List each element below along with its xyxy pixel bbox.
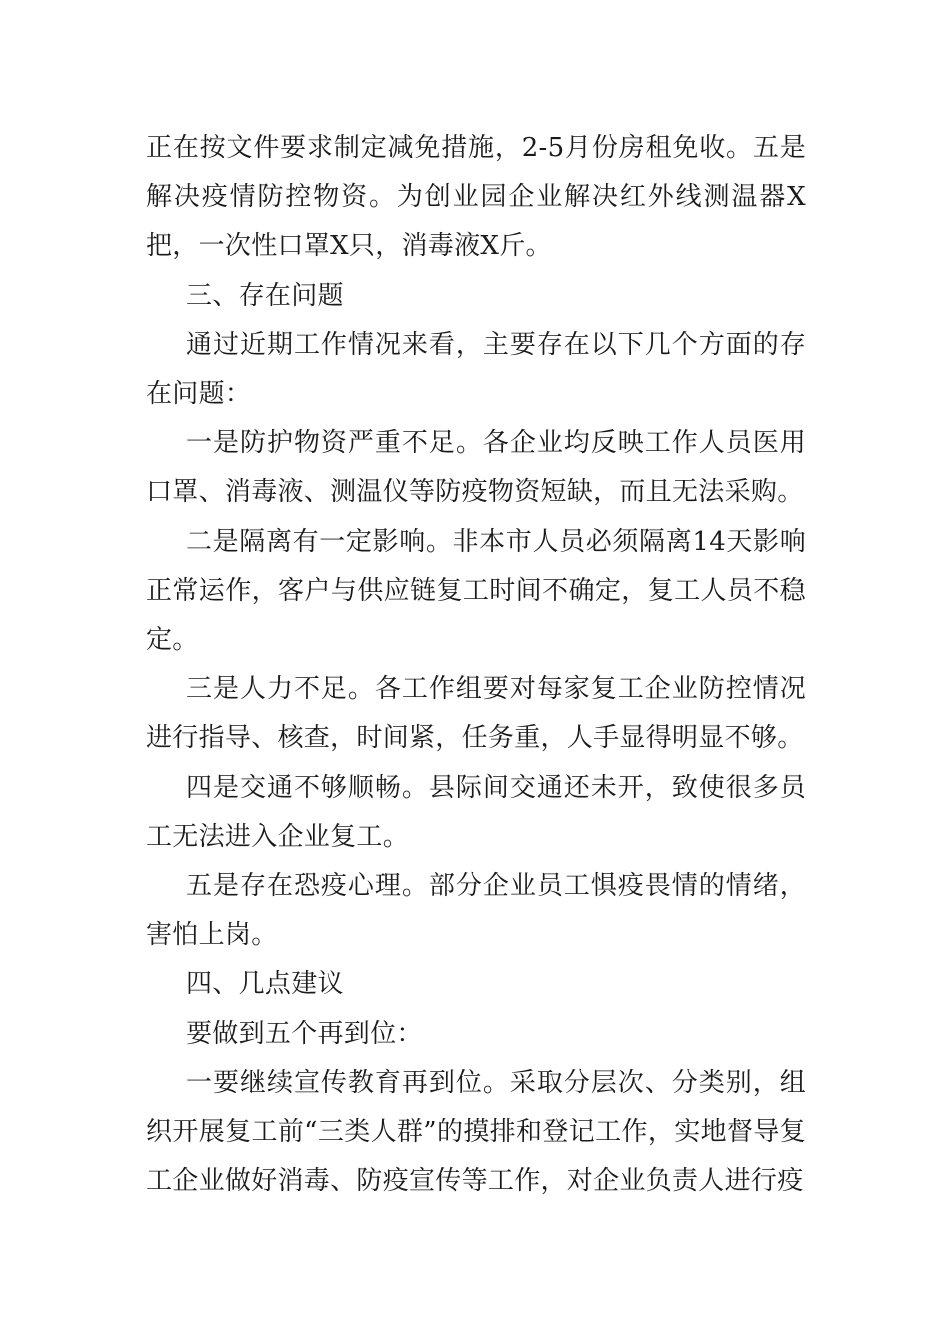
paragraph-problems-intro: 通过近期工作情况来看，主要存在以下几个方面的存在问题：	[146, 329, 806, 410]
paragraph-problem-4: 四是交通不够顺畅。县际间交通还未开，致使很多员工无法进入企业复工。	[146, 772, 806, 852]
paragraph-continuation: 正在按文件要求制定减免措施，2-5月份房租免收。五是解决疫情防控物资。为创业园企业解决红外线测温器X把，一次性口罩X只，消毒液X斤。	[146, 133, 806, 262]
paragraph-problem-5: 五是存在恐疫心理。部分企业员工惧疫畏情的情绪，害怕上岗。	[146, 871, 806, 951]
paragraph-problem-3: 三是人力不足。各工作组要对每家复工企业防控情况进行指导、核查，时间紧，任务重，人手显得明显不够。	[146, 674, 806, 754]
section-heading-problems: 三、存在问题	[186, 280, 344, 311]
document-body	[146, 124, 806, 1206]
paragraph-problem-1: 一是防护物资严重不足。各企业均反映工作人员医用口罩、消毒液、测温仪等防疫物资短缺，而且无法采购。	[146, 428, 806, 508]
paragraph-suggestion-1: 一要继续宣传教育再到位。采取分层次、分类别，组织开展复工前“三类人群”的摸排和登记工作，实地督导复工企业做好消毒、防疫宣传等工作，对企业负责人进行疫	[146, 1067, 806, 1197]
paragraph-suggestions-intro: 要做到五个再到位：	[186, 1018, 423, 1049]
section-heading-suggestions: 四、几点建议	[186, 969, 344, 1000]
paragraph-problem-2: 二是隔离有一定影响。非本市人员必须隔离14天影响正常运作，客户与供应链复工时间不确定，复工人员不稳定。	[146, 526, 806, 656]
